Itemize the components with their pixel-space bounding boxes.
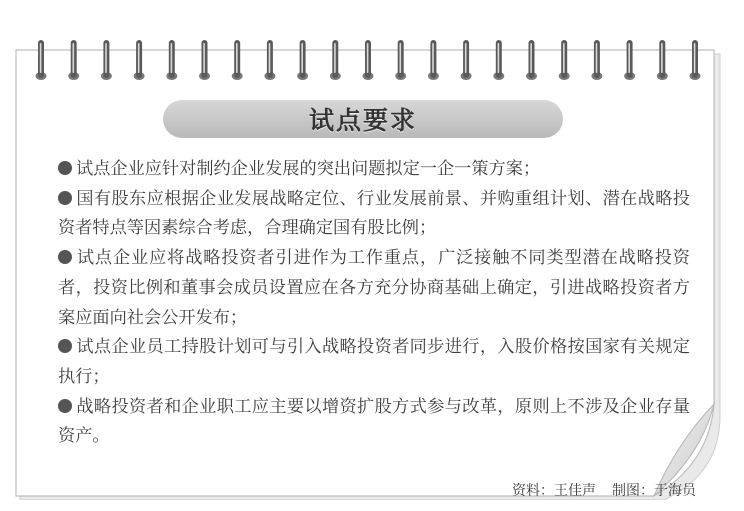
spiral-ring-icon (624, 40, 635, 80)
bullet-icon (58, 161, 72, 175)
list-item-text: 战略投资者和企业职工应主要以增资扩股方式参与改革，原则上不涉及企业存量资产。 (58, 396, 690, 447)
spiral-ring-icon (199, 40, 210, 80)
spiral-ring-icon (68, 40, 79, 80)
spiral-ring-icon (134, 40, 145, 80)
list-item-text: 试点企业应针对制约企业发展的突出问题拟定一企一策方案； (76, 159, 541, 179)
list-item (58, 333, 690, 392)
bullet-icon (58, 339, 72, 353)
spiral-ring-icon (330, 40, 341, 80)
page-title: 试点要求 (308, 106, 417, 135)
spiral-ring-icon (690, 40, 701, 80)
chart-credit: 制图：于海员 (612, 483, 696, 499)
spiral-ring-icon (232, 40, 243, 80)
source-credit: 资料：王佳声 (512, 483, 596, 499)
spiral-ring-icon (461, 40, 472, 80)
spiral-ring-icon (591, 40, 602, 80)
bullet-icon (58, 399, 72, 413)
spiral-ring-icon (657, 40, 668, 80)
spiral-ring-icon (493, 40, 504, 80)
requirements-list (58, 155, 690, 452)
list-item (58, 185, 690, 244)
list-item-text: 试点企业应将战略投资者引进作为工作重点，广泛接触不同类型潜在战略投资者，投资比例和董事会成员设置应在各方充分协商基础上确定，引进战略投资者方案应面向社会公开发布； (58, 248, 690, 328)
spiral-ring-icon (526, 40, 537, 80)
title-banner (163, 100, 563, 138)
list-item-text: 试点企业员工持股计划可与引入战略投资者同步进行，入股价格按国家有关规定执行； (58, 337, 690, 387)
spiral-ring-icon (101, 40, 112, 80)
spiral-ring-icon (428, 40, 439, 80)
list-item (58, 393, 690, 452)
list-item (58, 244, 690, 333)
spiral-binding (0, 0, 744, 90)
spiral-ring-icon (264, 40, 275, 80)
spiral-ring-icon (559, 40, 570, 80)
spiral-ring-icon (395, 40, 406, 80)
list-item (58, 155, 690, 185)
credits (512, 480, 696, 500)
bullet-icon (58, 250, 72, 264)
spiral-ring-icon (297, 40, 308, 80)
spiral-ring-icon (363, 40, 374, 80)
spiral-ring-icon (36, 40, 47, 80)
bullet-icon (58, 191, 72, 205)
list-item-text: 国有股东应根据企业发展战略定位、行业发展前景、并购重组计划、潜在战略投资者特点等因素综合考虑，合理确定国有股比例； (58, 188, 690, 239)
spiral-ring-icon (166, 40, 177, 80)
